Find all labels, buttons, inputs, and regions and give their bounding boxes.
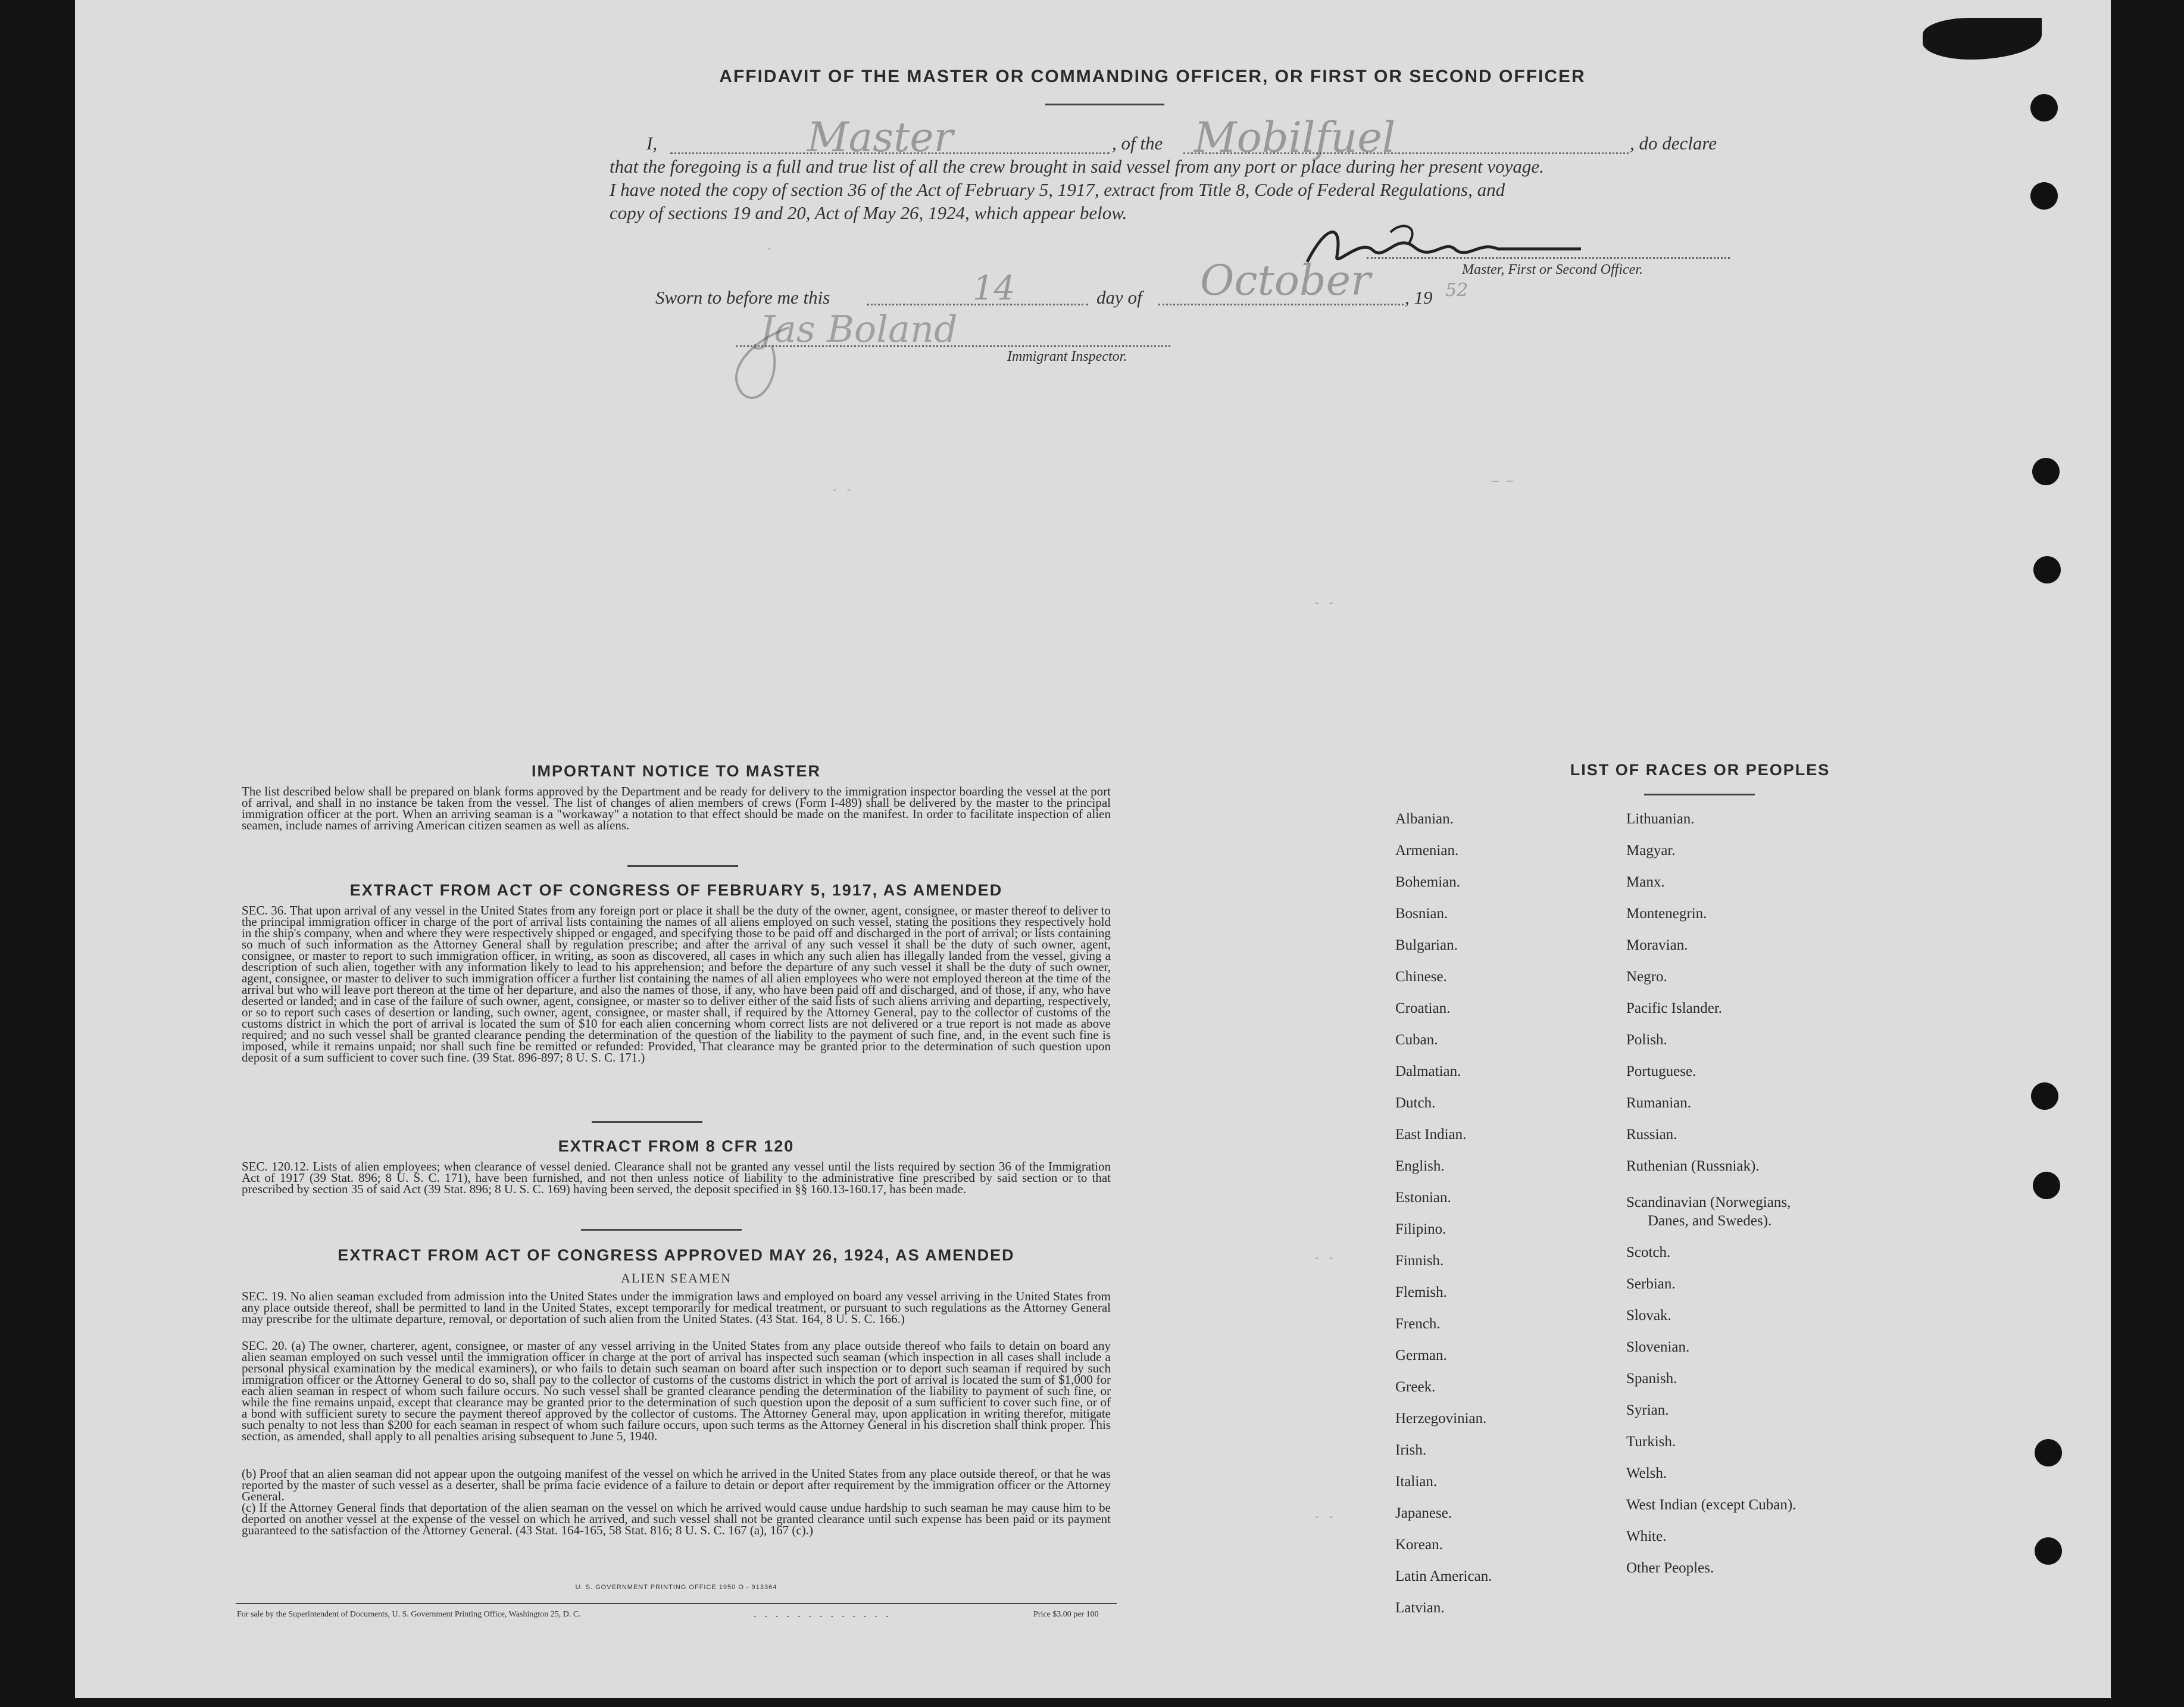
vessel-handwritten: Mobilfuel [1194, 113, 1396, 162]
race-item: Welsh. [1626, 1465, 1667, 1481]
sec-20c-text: (c) If the Attorney General finds that deportation of the alien seaman on the vessel on which he arrived would cause undue hardship to such seaman he may cause him to be deported on another vessel at the expense of the vessel on which he arrived, and such vessel shall not be granted clearance until such expense has been paid or its payment guaranteed to the satisfaction of the Attorney General. (43 Stat. 164-165, 58 Stat. 816; 8 U. S. C. 167 (a), 167 (c).) [242, 1500, 1111, 1537]
bleed-through-mark: - - [1313, 1509, 1335, 1524]
sec-20b-text: (b) Proof that an alien seaman did not appear upon the outgoing manifest of the vessel on which he arrived in the United States from any place outside thereof, or that he was reported by the master of such vessel as a deserter, shall be prima facie evidence of a failure to detain or deport after requirement by the immigration officer or the Attorney General. [242, 1466, 1111, 1503]
affidavit-of-the: , of the [1112, 133, 1163, 154]
race-item: Danes, and Swedes). [1648, 1213, 1772, 1229]
day-handwritten: 14 [973, 269, 1016, 308]
race-item: Latvian. [1395, 1600, 1445, 1616]
binder-hole [2035, 1537, 2062, 1565]
month-handwritten: October [1200, 256, 1371, 305]
races-divider [1644, 794, 1755, 795]
binder-hole [2030, 94, 2058, 121]
inspector-flourish [718, 322, 837, 411]
race-item: Russian. [1626, 1126, 1677, 1143]
race-item: Syrian. [1626, 1402, 1669, 1418]
race-item: Bohemian. [1395, 874, 1461, 890]
race-item: Herzegovinian. [1395, 1410, 1487, 1427]
extract-1917-heading: EXTRACT FROM ACT OF CONGRESS OF FEBRUARY 5, 1917, AS AMENDED [349, 881, 1003, 899]
binder-hole [2035, 1439, 2062, 1466]
affidavit-title: AFFIDAVIT OF THE MASTER OR COMMANDING OFFICER, OR FIRST OR SECOND OFFICER [719, 67, 1586, 86]
day-of-text: day of [1096, 287, 1142, 308]
race-item: Flemish. [1395, 1284, 1447, 1300]
race-item: Greek. [1395, 1379, 1436, 1395]
affidavit-do-declare: , do declare [1630, 133, 1717, 154]
extract-cfr-heading: EXTRACT FROM 8 CFR 120 [558, 1137, 795, 1155]
footer-sale-text: For sale by the Superintendent of Documents, U. S. Government Printing Office, Washington 25, D. C. [237, 1610, 581, 1619]
race-item: Magyar. [1626, 842, 1676, 859]
race-item: German. [1395, 1347, 1447, 1363]
bleed-through-mark: — — [1492, 473, 1514, 488]
race-item: Pacific Islander. [1626, 1000, 1723, 1016]
race-item: Bulgarian. [1395, 937, 1458, 953]
bleed-through-mark: . [766, 238, 773, 252]
footer-dots: ............. [754, 1608, 897, 1619]
race-item: Slovak. [1626, 1307, 1671, 1324]
sec-20a-text: SEC. 20. (a) The owner, charterer, agent, consignee, or master of any vessel arriving in the United States from any place outside thereof who fails to detain on board any alien seaman employed on such vessel until the immigration officer in charge at the port of arrival has inspected such seaman (which inspection in all cases shall include a personal physical examination by the medical examiners), or who fails to detain such seaman on board after such inspection or to deport such seaman if required by such immigration officer or the Attorney General to do so, shall pay to the collector of customs of the customs district in which the port of arrival is located the sum of $1,000 for each alien seaman in respect of whom such failure occurs. No such vessel shall be granted clearance pending the determination of the liability to payment of such fine, or while the fine remains unpaid, except that clearance may be granted prior to the determination of such question upon the deposit of a sum sufficient to cover such fine, or of a bond with sufficient surety to secure the payment thereof approved by the collector of customs. The Attorney General may, upon application in writing therefor, mitigate such penalty to not less than $200 for each seaman in respect of whom such failure occurs, upon such terms as the Attorney General in his discretion shall think proper. This section, as amended, shall apply to all penalties arising subsequent to June 5, 1940. [242, 1338, 1111, 1443]
extract-cfr-text: SEC. 120.12. Lists of alien employees; when clearance of vessel denied. Clearance shall not be granted any vessel until the lists required by section 36 of the Immigration Act of 1917 (39 Stat. 896; 8 U. S. C. 171), have been furnished, and not then unless notice of liability to the administrative fine prescribed by said section or to that prescribed by section 35 of said Act (39 Stat. 896; 8 U. S. C. 169) having been served, the deposit specified in §§ 160.13-160.17, has been made. [242, 1159, 1111, 1196]
binder-hole [2032, 458, 2060, 485]
race-item: Montenegrin. [1626, 906, 1707, 922]
master-signature-line [1367, 257, 1730, 259]
binder-hole [2033, 1172, 2060, 1199]
extract-1917-text: SEC. 36. That upon arrival of any vessel in the United States from any foreign port or place it shall be the duty of the owner, agent, consignee, or master thereof to deliver to the principal immigration officer in charge of the port of arrival lists containing the names of all aliens employed on such vessel, stating the positions they respectively hold in the ship's company, when and where they were respectively shipped or engaged, and specifying those to be paid off and discharged in the port of arrival; or lists containing so much of such information as the Attorney General shall by regulation prescribe; and after the arrival of any such vessel it shall be the duty of such owner, agent, consignee, or master to report to such immigration officer, in writing, as soon as discovered, all cases in which any such alien has illegally landed from the vessel, giving a description of such alien, together with any information likely to lead to his apprehension; and before the departure of any such vessel it shall be the duty of such owner, agent, consignee, or master to deliver to such immigration officer a further list containing the names of all alien employees who were not employed thereon at the time of the arrival but who will leave port thereon at the time of her departure, and also the names of those, if any, who have been paid off and discharged, and of those, if any, who have deserted or landed; and in case of the failure of such owner, agent, consignee, or master so to deliver either of the said lists of such aliens arriving and departing, respectively, or so to report such cases of desertion or landing, such owner, agent, consignee, or master shall, if required by the Attorney General, pay to the collector of customs of the customs district in which the port of arrival is located the sum of $10 for each alien concerning whom correct lists are not delivered or a true report is not made as above required; and no such vessel shall be granted clearance pending the determination of the question of the liability to the payment of such fine, and, in the event such fine is imposed, while it remains unpaid; nor shall such fine be remitted or refunded: Provided, That clearance may be granted prior to the determination of such question upon deposit of a sum sufficient to cover such fine. (39 Stat. 896-897; 8 U. S. C. 171.) [242, 903, 1111, 1065]
race-item: Rumanian. [1626, 1095, 1692, 1111]
race-item: Latin American. [1395, 1568, 1492, 1584]
race-item: Slovenian. [1626, 1339, 1690, 1355]
affidavit-line-2: that the foregoing is a full and true list of all the crew brought in said vessel from any port or place during her present voyage. [610, 156, 1544, 177]
race-item: Italian. [1395, 1474, 1438, 1490]
notice-heading: IMPORTANT NOTICE TO MASTER [532, 762, 821, 780]
race-item: Ruthenian (Russniak). [1626, 1158, 1760, 1174]
printer-imprint: U. S. GOVERNMENT PRINTING OFFICE 1950 O - 913364 [575, 1584, 777, 1591]
affidavit-line-3: I have noted the copy of section 36 of the Act of February 5, 1917, extract from Title 8, Code of Federal Regulations, and [610, 179, 1505, 200]
notice-text: The list described below shall be prepared on blank forms approved by the Department and be ready for delivery to the immigration inspector boarding the vessel at the port of arrival, and shall in no instance be taken from the vessel. The list of changes of alien members of crews (Form I-489) shall be delivered by the master to the principal immigration officer at the port. When an arriving seaman is a "workaway" a notation to that effect should be made on the manifest. In order to facilitate inspection of alien seamen, include names of arriving American citizen seamen as well as aliens. [242, 784, 1111, 832]
master-handwritten: Master [807, 114, 954, 161]
race-item: Croatian. [1395, 1000, 1451, 1016]
divider [592, 1121, 702, 1123]
race-item: Manx. [1626, 874, 1665, 890]
race-item: Scotch. [1626, 1244, 1671, 1260]
inspector-signature: Jas Boland [760, 307, 958, 351]
race-item: Japanese. [1395, 1505, 1452, 1521]
race-item: East Indian. [1395, 1126, 1467, 1143]
race-item: Dalmatian. [1395, 1063, 1461, 1079]
race-item: English. [1395, 1158, 1445, 1174]
race-item: Chinese. [1395, 969, 1447, 985]
bleed-through-mark: - - [1313, 1250, 1335, 1265]
race-item: Bosnian. [1395, 906, 1448, 922]
divider [627, 865, 738, 867]
sec-19-text: SEC. 19. No alien seaman excluded from admission into the United States under the immigration laws and employed on board any vessel arriving in the United States from any place outside thereof, shall be permitted to land in the United States, except temporarily for medical treatment, or pursuant to such regulations as the Attorney General may prescribe for the ultimate departure, removal, or deportation of such alien from the United States. (43 Stat. 164, 8 U. S. C. 166.) [242, 1289, 1111, 1326]
year-prefix: , 19 [1405, 287, 1433, 308]
race-item: Finnish. [1395, 1253, 1444, 1269]
race-item: White. [1626, 1528, 1667, 1544]
bleed-through-mark: - - [1313, 595, 1335, 610]
footer-rule [236, 1603, 1117, 1604]
race-item: Estonian. [1395, 1190, 1451, 1206]
master-signature-caption: Master, First or Second Officer. [1462, 262, 1643, 277]
inspector-caption: Immigrant Inspector. [1007, 349, 1127, 364]
race-item: Polish. [1626, 1032, 1667, 1048]
title-divider [1045, 104, 1164, 105]
sworn-text: Sworn to before me this [655, 287, 830, 308]
race-item: Korean. [1395, 1537, 1443, 1553]
race-item: Albanian. [1395, 811, 1454, 827]
document-page [75, 0, 2111, 1698]
footer-price: Price $3.00 per 100 [1033, 1610, 1099, 1619]
alien-seamen-subheading: ALIEN SEAMEN [621, 1271, 732, 1285]
binder-hole [2033, 556, 2061, 583]
binder-hole [2030, 182, 2058, 210]
year-handwritten: 52 [1445, 280, 1469, 301]
race-item: Irish. [1395, 1442, 1427, 1458]
race-item: Portuguese. [1626, 1063, 1696, 1079]
race-item: Armenian. [1395, 842, 1459, 859]
race-item: French. [1395, 1316, 1441, 1332]
race-item: Moravian. [1626, 937, 1688, 953]
race-item: Other Peoples. [1626, 1560, 1714, 1576]
races-heading: LIST OF RACES OR PEOPLES [1570, 761, 1830, 779]
affidavit-line-4: copy of sections 19 and 20, Act of May 26, 1924, which appear below. [610, 202, 1127, 223]
inspector-signature-line [736, 345, 1170, 347]
affidavit-i: I, [646, 133, 658, 154]
race-item: West Indian (except Cuban). [1626, 1497, 1796, 1513]
race-item: Serbian. [1626, 1276, 1676, 1292]
race-item: Turkish. [1626, 1434, 1676, 1450]
race-item: Cuban. [1395, 1032, 1438, 1048]
race-item: Negro. [1626, 969, 1667, 985]
binder-hole [2031, 1082, 2058, 1110]
race-item: Scandinavian (Norwegians, [1626, 1194, 1791, 1210]
race-item: Spanish. [1626, 1371, 1677, 1387]
race-item: Dutch. [1395, 1095, 1436, 1111]
race-item: Lithuanian. [1626, 811, 1695, 827]
divider [581, 1229, 742, 1231]
extract-1924-heading: EXTRACT FROM ACT OF CONGRESS APPROVED MAY 26, 1924, AS AMENDED [338, 1246, 1015, 1264]
race-item: Filipino. [1395, 1221, 1446, 1237]
bleed-through-mark: - - [831, 482, 853, 497]
